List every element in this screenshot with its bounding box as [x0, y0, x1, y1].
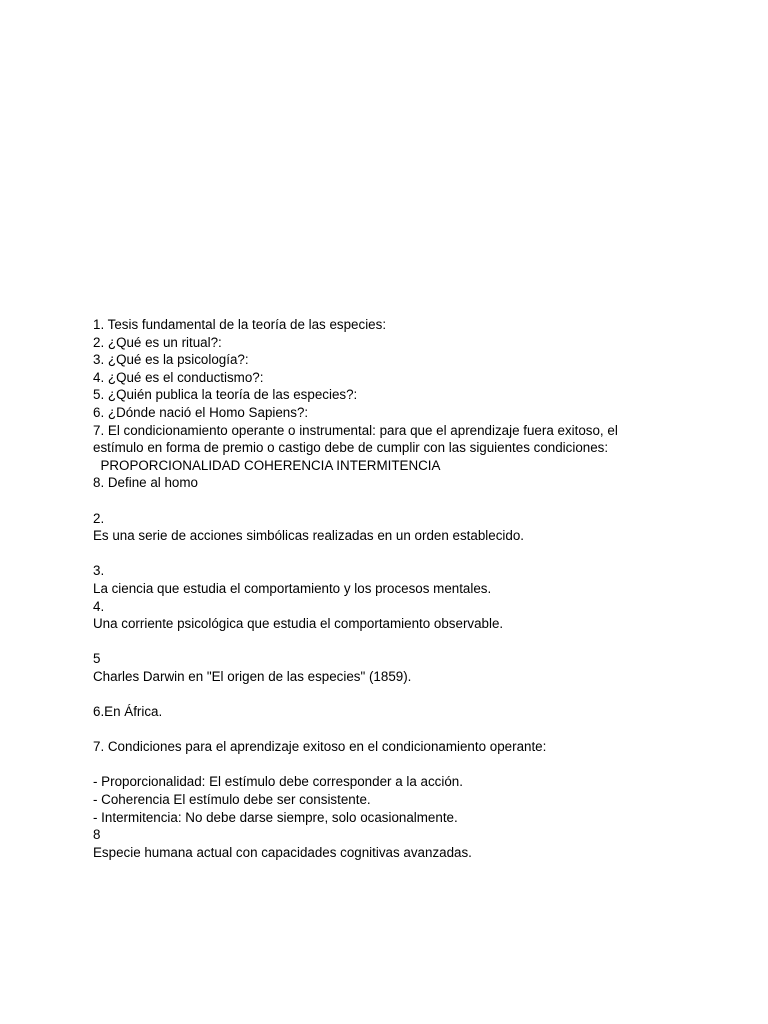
question-7-line-1: 7. El condicionamiento operante o instrumental: para que el aprendizaje fuera exitoso, el	[93, 422, 618, 438]
blank-line	[93, 756, 693, 774]
question-6: 6. ¿Dónde nació el Homo Sapiens?:	[93, 404, 309, 420]
answer-7-item: - Coherencia El estímulo debe ser consistente.	[93, 792, 371, 808]
blank-line	[93, 633, 693, 651]
answer-3-text: La ciencia que estudia el comportamiento y los procesos mentales.	[93, 580, 492, 596]
blank-line	[93, 721, 693, 739]
question-8: 8. Define al homo	[93, 475, 198, 491]
answer-8-number: 8	[93, 827, 101, 843]
question-5: 5. ¿Quién publica la teoría de las especies?:	[93, 387, 358, 403]
blank-line	[93, 545, 693, 563]
answer-6-text: 6.En África.	[93, 704, 163, 720]
blank-line	[93, 685, 693, 703]
answer-8-text: Especie humana actual con capacidades cognitivas avanzadas.	[93, 844, 472, 860]
answer-7-item: - Proporcionalidad: El estímulo debe corresponder a la acción.	[93, 774, 463, 790]
answer-5-number: 5	[93, 651, 101, 667]
question-2: 2. ¿Qué es un ritual?:	[93, 334, 222, 350]
question-3: 3. ¿Qué es la psicología?:	[93, 352, 249, 368]
answer-7-intro: 7. Condiciones para el aprendizaje exitoso en el condicionamiento operante:	[93, 739, 547, 755]
answer-5-text: Charles Darwin en "El origen de las especies" (1859).	[93, 668, 412, 684]
answer-7-item: - Intermitencia: No debe darse siempre, solo ocasionalmente.	[93, 809, 458, 825]
answer-2-number: 2.	[93, 510, 105, 526]
answer-4-text: Una corriente psicológica que estudia el comportamiento observable.	[93, 616, 504, 632]
question-7-line-2: estímulo en forma de premio o castigo debe de cumplir con las siguientes condiciones:	[93, 440, 609, 456]
document-body	[93, 316, 693, 861]
answer-2-text: Es una serie de acciones simbólicas realizadas en un orden establecido.	[93, 528, 524, 544]
question-4: 4. ¿Qué es el conductismo?:	[93, 369, 264, 385]
answer-3-number: 3.	[93, 563, 105, 579]
question-1: 1. Tesis fundamental de la teoría de las especies:	[93, 317, 387, 332]
question-7-conditions: PROPORCIONALIDAD COHERENCIA INTERMITENCIA	[93, 457, 441, 473]
answer-4-number: 4.	[93, 598, 105, 614]
blank-line	[93, 492, 693, 510]
